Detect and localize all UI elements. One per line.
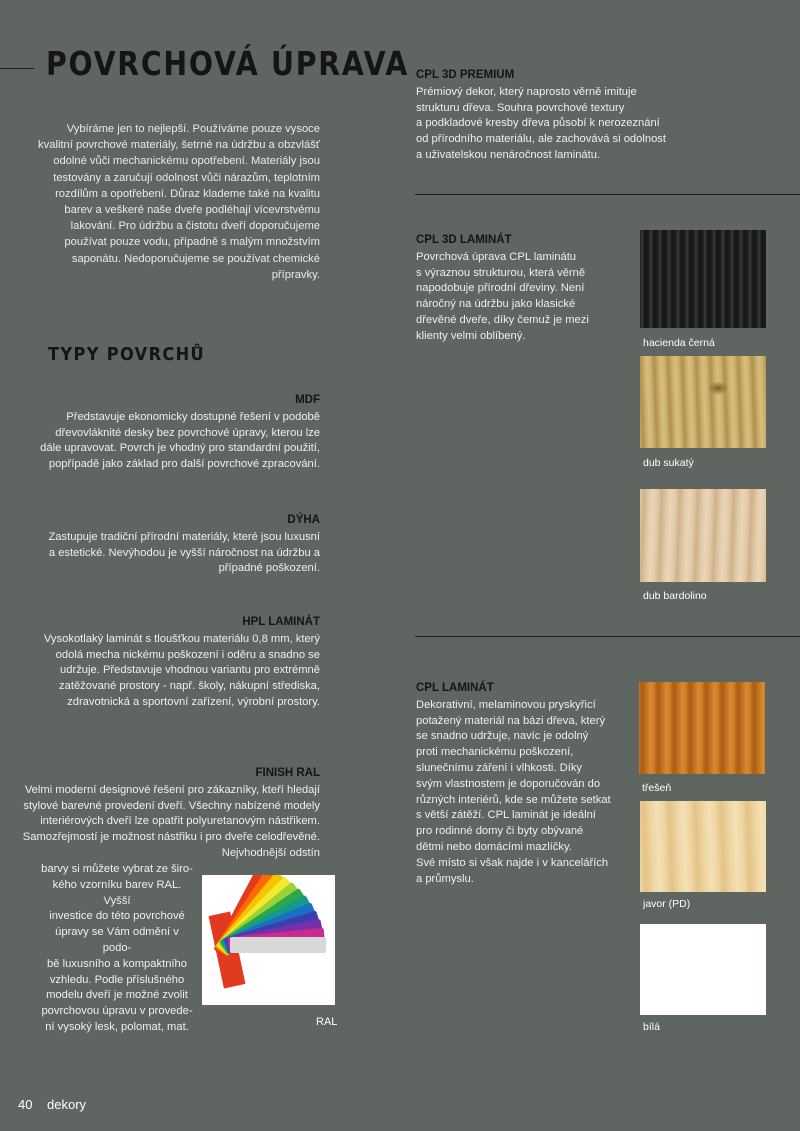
finish-text: Velmi moderní designové řešení pro zákazníky, kteří hledají stylové barevné provedení dveří. Všechny nabízené modely interiérových dveří lze opatřit polyuretanovým nástřikem. Samozřejmostí je možnost nástřiku i pro dveře celodřevěné. Nejvhodnější odstín	[22, 783, 320, 859]
dyha-section	[40, 513, 320, 577]
fan-strip	[230, 937, 326, 953]
cpl3d-laminat-line: náročný na údržbu jako klasické	[416, 298, 576, 311]
finish-line: bě luxusního a kompaktního	[47, 957, 187, 970]
cpl3d-premium-line: Prémiový dekor, který naprosto věrně imituje	[416, 85, 637, 98]
finish-line: vzhledu. Podle příslušného	[49, 973, 185, 986]
cpl3d-laminat-heading: CPL 3D LAMINÁT	[416, 234, 512, 246]
cpl-laminat-line: s větší zátěží. CPL laminát je ideální	[416, 809, 596, 822]
cpl-laminat-line: dětmi nebo domácími mazlíčky.	[416, 840, 572, 853]
ral-fan-image	[202, 875, 335, 1005]
cpl3d-laminat-line: s výraznou strukturou, která věrně	[416, 266, 586, 279]
hpl-text: Vysokotlaký laminát s tloušťkou materiálu 0,8 mm, který odolá mecha nickému poškození i oděru a snadno se udržuje. Představuje vhodnou variantu pro extrémně zatěžované prostory - např. školy, nákupní střediska, zdravotnická a sportovní zařízení, výrobní prostory.	[43, 632, 320, 708]
cpl3d-premium-line: od přírodního materiálu, ale zachovává si odolnost	[416, 133, 667, 146]
finish-line: povrchovou úpravu v provede-	[41, 1005, 193, 1018]
section-divider	[415, 636, 800, 637]
swatch-label: hacienda černá	[643, 337, 715, 349]
swatch-javor	[640, 801, 766, 892]
finish-line: investice do této povrchové	[49, 910, 185, 923]
title-rule	[0, 68, 34, 69]
swatch-dub-bardolino	[640, 489, 766, 582]
cpl3d-laminat-section	[416, 233, 626, 345]
finish-line: úpravy se Vám odmění v podo-	[55, 926, 179, 954]
mdf-section	[40, 393, 320, 473]
swatch-hacienda-cerna	[640, 230, 766, 328]
cpl3d-premium-line: a uživatelskou nenáročnost laminátu.	[416, 148, 601, 161]
swatch-label: javor (PD)	[643, 898, 691, 910]
page-number: 40	[18, 1097, 33, 1112]
ral-caption: RAL	[316, 1016, 338, 1028]
cpl3d-premium-line: a podkladové kresby dřeva působí k nerozeznání	[416, 117, 660, 130]
cpl3d-premium-heading: CPL 3D PREMIUM	[416, 69, 515, 81]
swatch-label: dub bardolino	[643, 590, 707, 602]
intro-paragraph: Vybíráme jen to nejlepší. Používáme pouze vysoce kvalitní povrchové materiály, šetrné na údržbu a obzvlášť odolné vůči mechanickému opotřebení. Materiály jsou testovány a zaručují odolnost vůči nárazům, teplotním rozdílům a opotřebení. Důraz klademe také na kvalitu barev a veškeré naše dveře podléhají vícevrstvému lakování. Pro údržbu a čistotu dveří doporučujeme používat pouze vodu, případně s malým množstvím saponátu. Nedoporučujeme se používat chemické přípravky.	[38, 123, 320, 281]
cpl-laminat-section	[416, 681, 631, 887]
finish-line: ní vysoký lesk, polomat, mat.	[45, 1020, 189, 1033]
dyha-text: Zastupuje tradiční přírodní materiály, které jsou luxusní a estetické. Nevýhodou je vyšší náročnost na údržbu a případné poškození.	[48, 530, 320, 575]
swatch-dub-sukaty	[640, 356, 766, 448]
cpl-laminat-heading: CPL LAMINÁT	[416, 682, 494, 694]
cpl-laminat-line: proti mechanickému poškození,	[416, 746, 574, 759]
cpl3d-laminat-line: dřevěné dveře, díky čemuž je mezi	[416, 313, 589, 326]
finish-line: kého vzorníku barev RAL. Vyšší	[52, 878, 182, 907]
dyha-heading: DÝHA	[287, 514, 320, 526]
cpl-laminat-line: pro rodinné domy či byty obývané	[416, 825, 584, 838]
cpl3d-laminat-line: napodobuje přírodní dřeviny. Není	[416, 282, 585, 295]
cpl-laminat-line: Své místo si však najde i v kancelářích	[416, 856, 609, 869]
hpl-heading: HPL LAMINÁT	[242, 616, 320, 628]
cpl3d-laminat-line: Povrchová úprava CPL laminátu	[416, 250, 577, 263]
cpl-laminat-line: Dekorativní, melaminovou pryskyřicí	[416, 698, 596, 711]
swatch-label: dub sukatý	[643, 457, 694, 469]
cpl3d-premium-section	[416, 68, 686, 164]
cpl3d-laminat-line: klienty velmi oblíbený.	[416, 329, 526, 342]
cpl-laminat-line: se snadno udržuje, navíc je odolný	[416, 730, 589, 743]
finish-section	[20, 766, 320, 862]
swatch-label: třešeň	[642, 782, 672, 794]
ral-fan-illustration	[202, 875, 335, 1005]
cpl-laminat-line: svým vlastnostem je doporučován do	[416, 777, 601, 790]
swatch-tresen	[639, 682, 765, 774]
cpl-laminat-line: a průmyslu.	[416, 872, 474, 885]
page-title: POVRCHOVÁ ÚPRAVA	[46, 44, 410, 83]
finish-line: barvy si můžete vybrat ze širo-	[41, 863, 193, 875]
mdf-text: Představuje ekonomicky dostupné řešení v podobě dřevovláknité desky bez povrchové úpravy, kterou lze dále upravovat. Povrch je vhodný pro standardní použití, popřípadě jako základ pro další povrchové zpracování.	[40, 410, 320, 471]
finish-text-continued	[40, 862, 194, 1036]
finish-line: modelu dveří je možné zvolit	[46, 989, 188, 1002]
swatch-bila	[640, 924, 766, 1015]
section-divider	[415, 194, 800, 195]
cpl-laminat-line: potažený materiál na bázi dřeva, který	[416, 714, 606, 727]
finish-heading: FINISH RAL	[255, 767, 320, 779]
cpl-laminat-line: slunečnímu záření i vlhkosti. Díky	[416, 761, 583, 774]
footer-section-name: dekory	[47, 1097, 87, 1112]
types-title: TYPY POVRCHŮ	[48, 344, 206, 365]
mdf-heading: MDF	[295, 394, 320, 406]
cpl-laminat-line: různých interiérů, kde se můžete setkat	[416, 793, 611, 806]
swatch-label: bílá	[643, 1021, 660, 1033]
hpl-section	[30, 615, 320, 711]
cpl3d-premium-line: strukturu dřeva. Souhra povrchové textury	[416, 101, 625, 114]
